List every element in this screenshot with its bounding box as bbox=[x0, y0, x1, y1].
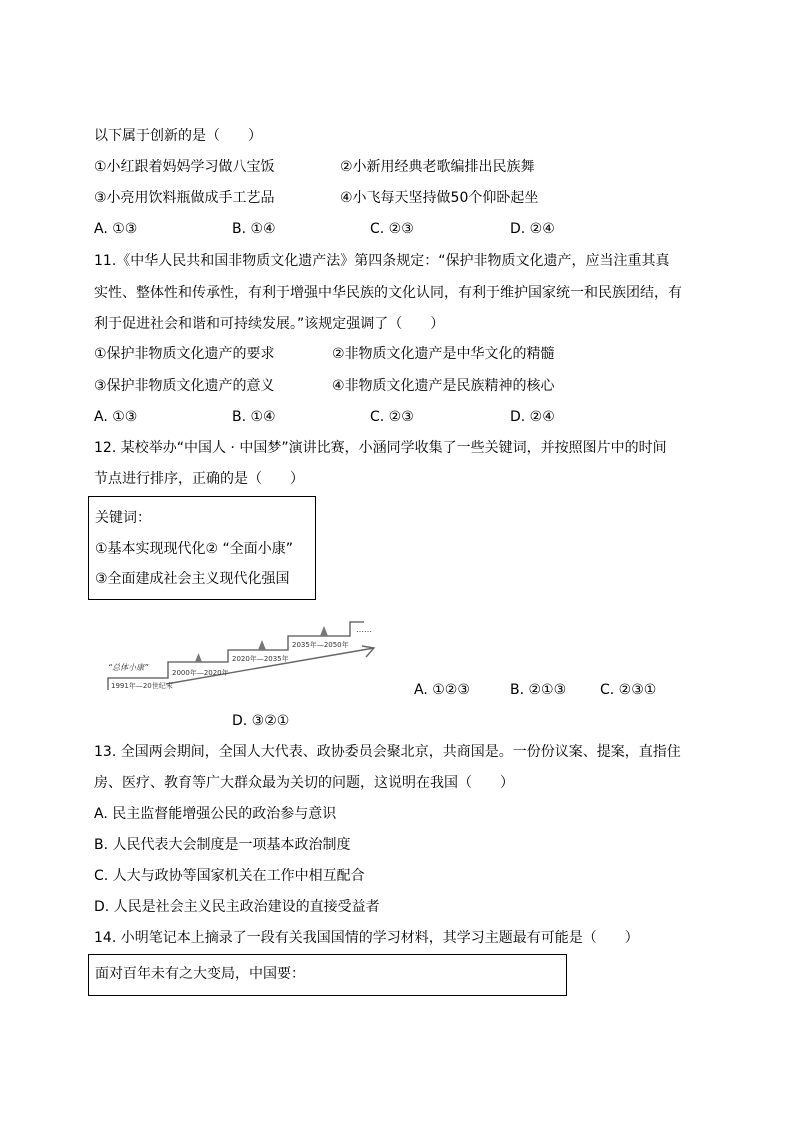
q12-stem-line-1: 12. 某校举办“中国人 · 中国梦”演讲比赛，小涵同学收集了一些关键词，并按照图片中的时间 bbox=[94, 440, 667, 456]
peak-marker-1 bbox=[195, 653, 202, 662]
q10-choice-c: C. ②③ bbox=[370, 221, 414, 237]
q10-option-1: ①小红跟着妈妈学习做八宝饭 bbox=[94, 159, 275, 175]
q11-choice-a: A. ①③ bbox=[94, 409, 138, 425]
q10-option-3: ③小亮用饮料瓶做成手工艺品 bbox=[94, 190, 275, 206]
q13-choice-a: A. 民主监督能增强公民的政治参与意识 bbox=[94, 806, 337, 822]
q10-choice-d: D. ②④ bbox=[510, 221, 555, 237]
label-step-1: 2000年—2020年 bbox=[172, 669, 229, 677]
q11-stem-line-2: 实性、整体性和传承性，有利于增强中华民族的文化认同，有利于维护国家统一和民族团结，有 bbox=[94, 285, 682, 301]
q12-choice-a: A. ①②③ bbox=[414, 682, 470, 698]
label-overall-xiaokang: “总体小康” bbox=[108, 663, 149, 672]
q14-stem: 14. 小明笔记本上摘录了一段有关我国国情的学习材料，其学习主题最有可能是（ ） bbox=[94, 930, 639, 946]
q14-material-text: 面对百年未有之大变局，中国要： bbox=[95, 966, 305, 982]
q11-choice-d: D. ②④ bbox=[510, 409, 555, 425]
label-step-3: 2035年—2050年 bbox=[292, 641, 349, 649]
label-ellipsis: …… bbox=[356, 625, 372, 634]
q12-keywords-line-1: ①基本实现现代化② “全面小康” bbox=[95, 541, 294, 557]
q10-stem: 以下属于创新的是（ ） bbox=[94, 128, 262, 144]
q10-option-4: ④小飞每天坚持做50个仰卧起坐 bbox=[340, 190, 539, 206]
q12-choice-b: B. ②①③ bbox=[510, 682, 567, 698]
peak-marker-3 bbox=[320, 626, 328, 636]
trend-arrow-head bbox=[362, 646, 374, 657]
q11-stem-line-1: 11.《中华人民共和国非物质文化遗产法》第四条规定：“保护非物质文化遗产，应当注重其真 bbox=[94, 253, 670, 269]
q13-choice-b: B. 人民代表大会制度是一项基本政治制度 bbox=[94, 837, 351, 853]
peak-marker-2 bbox=[258, 640, 266, 650]
q11-option-1: ①保护非物质文化遗产的要求 bbox=[94, 346, 275, 362]
q11-option-2: ②非物质文化遗产是中华文化的精髓 bbox=[332, 346, 555, 362]
q12-keywords-title: 关键词： bbox=[95, 510, 151, 526]
trend-arrow-line bbox=[166, 648, 374, 684]
q11-choice-b: B. ①④ bbox=[232, 409, 276, 425]
q10-choice-a: A. ①③ bbox=[94, 221, 138, 237]
q13-stem-line-1: 13. 全国两会期间，全国人大代表、政协委员会聚北京，共商国是。一份份议案、提案，直指住 bbox=[94, 744, 681, 760]
q11-option-3: ③保护非物质文化遗产的意义 bbox=[94, 378, 275, 394]
label-step-0: 1991年—20世纪末 bbox=[111, 682, 173, 690]
q13-choice-d: D. 人民是社会主义民主政治建设的直接受益者 bbox=[94, 899, 380, 915]
label-step-2: 2020年—2035年 bbox=[232, 655, 289, 663]
q11-stem-line-3: 利于促进社会和谐和可持续发展。”该规定强调了（ ） bbox=[94, 316, 445, 332]
q13-stem-line-2: 房、医疗、教育等广大群众最为关切的问题，这说明在我国（ ） bbox=[94, 775, 514, 791]
q12-stem-line-2: 节点进行排序，正确的是（ ） bbox=[94, 471, 304, 487]
q10-choice-b: B. ①④ bbox=[232, 221, 276, 237]
q12-timeline-figure bbox=[106, 620, 396, 692]
q13-choice-c: C. 人大与政协等国家机关在工作中相互配合 bbox=[94, 868, 365, 884]
q10-option-2: ②小新用经典老歌编排出民族舞 bbox=[340, 159, 535, 175]
q12-choice-c: C. ②③① bbox=[600, 682, 657, 698]
q12-keywords-line-2: ③全面建成社会主义现代化强国 bbox=[95, 571, 290, 587]
q12-choice-d: D. ③②① bbox=[232, 713, 290, 729]
q11-choice-c: C. ②③ bbox=[370, 409, 414, 425]
q11-option-4: ④非物质文化遗产是民族精神的核心 bbox=[332, 378, 555, 394]
